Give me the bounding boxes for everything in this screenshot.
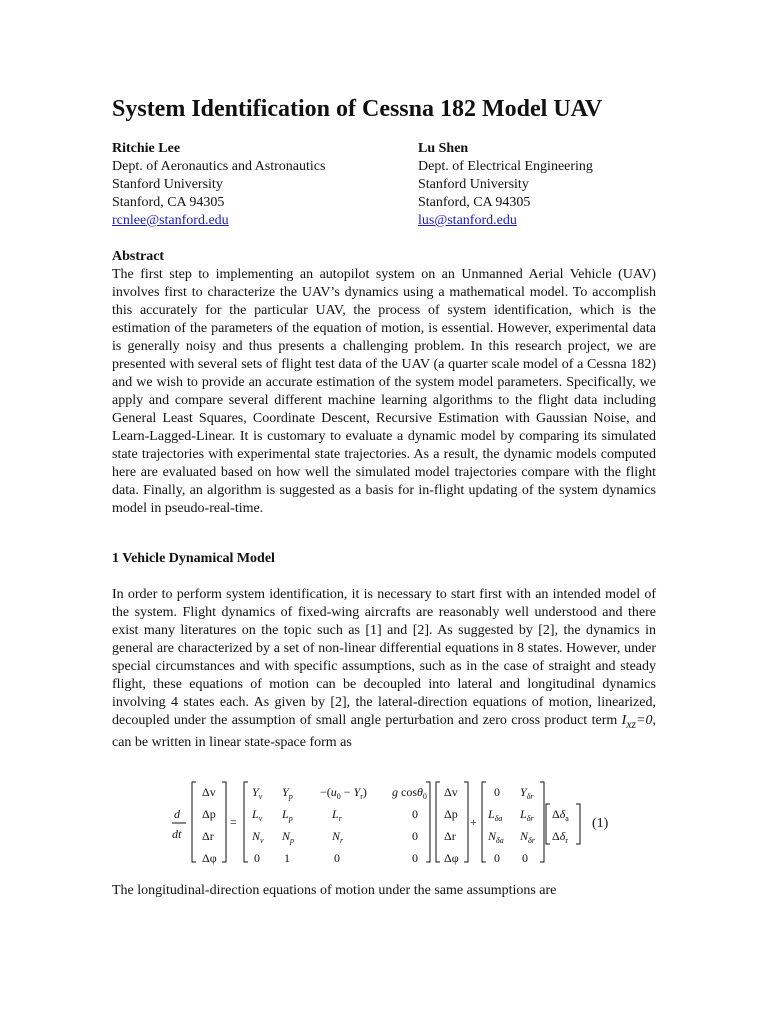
equation-number: (1) <box>592 816 609 831</box>
author-university: Stanford University <box>112 177 223 192</box>
svg-text:Δp: Δp <box>444 807 458 821</box>
svg-text:Δφ: Δφ <box>444 851 459 865</box>
svg-text:0: 0 <box>412 851 418 865</box>
svg-text:−(u0 − Yr): $-(u_0 - Y_r)$ <box>320 785 367 801</box>
paper-title: System Identification of Cessna 182 Model UAV <box>112 96 603 122</box>
author-email-link[interactable]: lus@stanford.edu <box>418 213 517 228</box>
author-name: Ritchie Lee <box>112 141 181 156</box>
svg-text:Lp: $L_p$ <box>282 807 293 823</box>
svg-text:0: 0 <box>412 829 418 843</box>
eq-d: d <box>174 807 180 821</box>
svg-text:Nδa: $N_{\delta a}$ <box>488 829 504 845</box>
author-dept: Dept. of Electrical Engineering <box>418 159 593 174</box>
abstract-heading: Abstract <box>112 249 165 264</box>
ixz-subscript: xz <box>626 717 637 731</box>
eq-dt: dt <box>172 827 182 841</box>
author-block-1 <box>112 140 402 230</box>
svg-text:Lδa: $L_{\delta a}$ <box>488 807 503 823</box>
eq-equals: = <box>230 815 237 829</box>
svg-text:Lv: $L_v$ <box>252 807 263 823</box>
svg-text:0: 0 <box>254 851 260 865</box>
svg-text:0: 0 <box>494 785 500 799</box>
author-dept: Dept. of Aeronautics and Astronautics <box>112 159 326 174</box>
eq-state: Δφ <box>202 851 217 865</box>
svg-text:1: 1 <box>284 851 290 865</box>
closing-line: The longitudinal-direction equations of motion under the same assumptions are <box>112 883 557 898</box>
section-heading: 1 Vehicle Dynamical Model <box>112 551 275 566</box>
svg-text:g cosθ0: g cosθ$_0$ <box>392 785 427 801</box>
svg-text:Yp: $Y_p$ <box>282 785 293 801</box>
abstract <box>112 248 656 518</box>
paragraph-text: In order to perform system identification, it is necessary to start first with an intended model of the system. Flight dynamics of fixed-wing aircrafts are reasonably well understood and there exist many literatures on the topic such as [1] and [2]. As suggested by [2], the dynamics in general are characterized by a set of non-linear differential equations in 8 states. However, under special circumstances and with specific assumptions, such as in the case of straight and steady flight, these equations of motion can be decoupled into lateral and longitudinal dynamics involving 4 states each. As given by [2], the lateral-direction equations of motion, linearized, decoupled under the assumption of small angle perturbation and zero cross product term <box>112 587 656 728</box>
ixz-value: =0 <box>636 713 653 728</box>
author-name: Lu Shen <box>418 141 469 156</box>
svg-text:Nv: $N_v$ <box>252 829 264 845</box>
svg-text:Np: $N_p$ <box>282 829 295 845</box>
abstract-text: The first step to implementing an autopilot system on an Unmanned Aerial Vehicle (UAV) involves first to characterize the UAV’s dynamics using a mathematical model. To accomplish this accurately for the particular UAV, the process of system identification, which is the estimation of the parameters of the equation of motion, is essential. However, experimental data is generally noisy and thus presents a challenging problem. In this research project, we are presented with several sets of flight test data of the UAV (a quarter scale model of a Cessna 182) and we wish to provide an accurate estimation of the system model parameters. Specifically, we apply and compare several different machine learning algorithms to the flight data including General Least Squares, Coordinate Descent, Recursive Estimation with Gaussian Noise, and Learn-Lagged-Linear. It is customary to evaluate a dynamic model by comparing its simulated state trajectories with experimental state trajectories. As a result, the dynamic models computed here are evaluated based on how well the simulated model trajectories compare with the flight data. Finally, an algorithm is suggested as a basis for in-flight updating of the system dynamics model in pseudo-real-time. <box>112 267 656 516</box>
svg-text:Δr: Δr <box>444 829 456 843</box>
svg-text:0: 0 <box>494 851 500 865</box>
svg-text:Lr: $L_r$ <box>332 807 342 823</box>
state-space-equation <box>170 778 620 868</box>
author-email-link[interactable]: rcnlee@stanford.edu <box>112 213 229 228</box>
eq-state: Δv <box>202 785 216 799</box>
svg-text:Δv: Δv <box>444 785 458 799</box>
svg-text:Yv: $Y_v$ <box>252 785 263 801</box>
author-location: Stanford, CA 94305 <box>418 195 531 210</box>
author-university: Stanford University <box>418 177 529 192</box>
paragraph-tail: , can be written in linear state-space form as <box>112 713 656 750</box>
svg-text:+: + <box>470 815 477 829</box>
svg-text:Nr: $N_r$ <box>332 829 344 845</box>
svg-text:Yδr: $Y_{\delta r}$ <box>520 785 534 801</box>
svg-text:Lδr: $L_{\delta r}$ <box>520 807 534 823</box>
author-location: Stanford, CA 94305 <box>112 195 225 210</box>
svg-text:0: 0 <box>334 851 340 865</box>
author-block-2 <box>418 140 678 230</box>
eq-state: Δr <box>202 829 214 843</box>
svg-text:Δδa: $\Delta\delta_a$ <box>552 807 569 823</box>
svg-text:0: 0 <box>412 807 418 821</box>
eq-state: Δp <box>202 807 216 821</box>
svg-text:Nδr: $N_{\delta r}$ <box>520 829 535 845</box>
body-paragraph <box>112 586 656 752</box>
ixz-symbol: $I_{xz}=0$ <box>621 713 653 731</box>
svg-text:0: 0 <box>522 851 528 865</box>
svg-text:Δδr: $\Delta\delta_r$ <box>552 829 568 845</box>
